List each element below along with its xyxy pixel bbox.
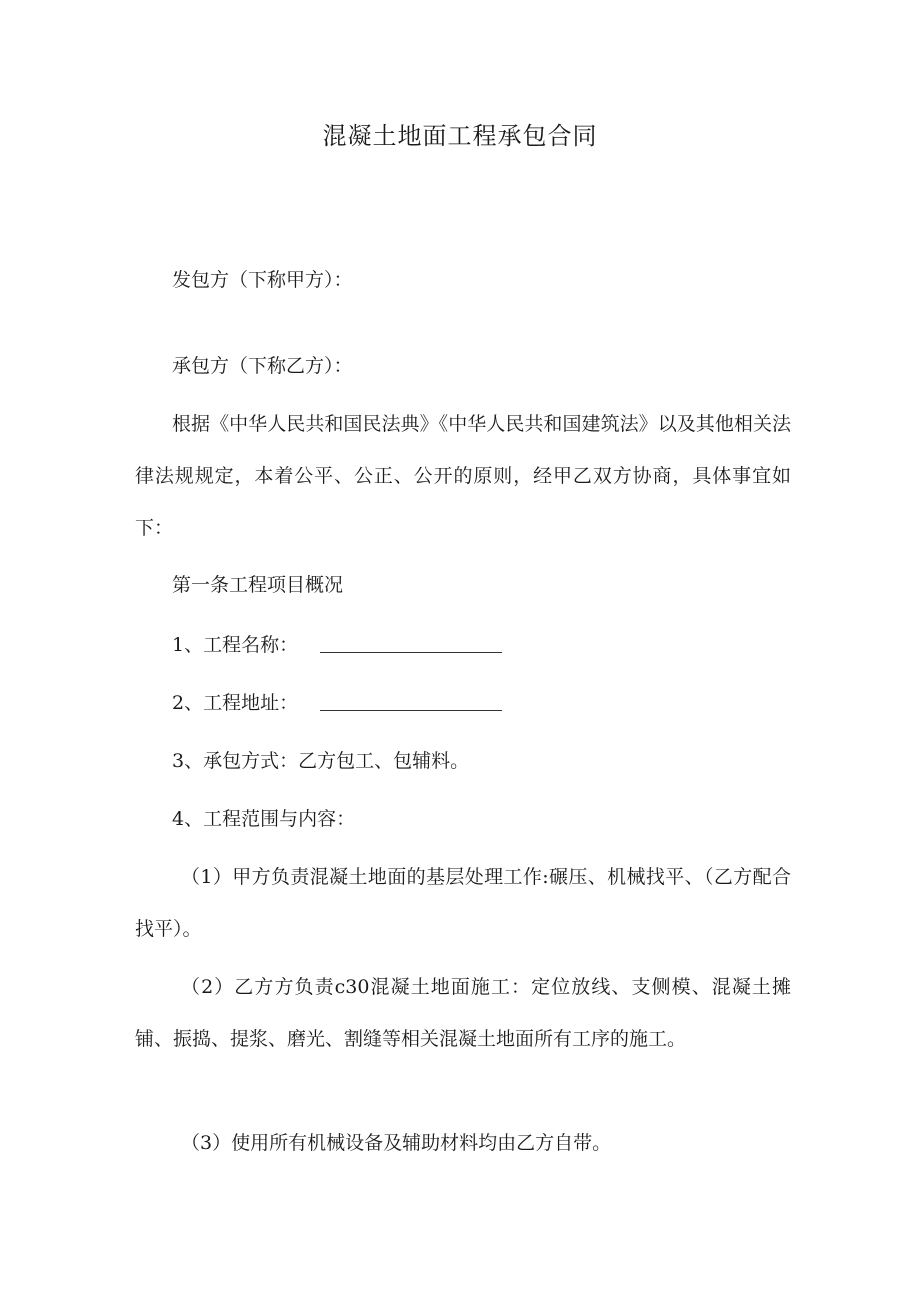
- project-address-row: [172, 689, 502, 717]
- project-name-row: [172, 631, 502, 659]
- project-address-label: 2、工程地址：: [172, 692, 299, 714]
- scope-item-2: （2）乙方方负责c30混凝土地面施工：定位放线、支侧模、混凝土摊铺、振捣、提浆、磨光、割缝等相关混凝土地面所有工序的施工。: [135, 976, 791, 1050]
- party-a-label: 发包方（下称甲方）：: [172, 269, 353, 291]
- preamble-paragraph: 根据《中华人民共和国民法典》《中华人民共和国建筑法》以及其他相关法律法规规定，本着公平、公正、公开的原则，经甲乙双方协商，具体事宜如下：: [135, 413, 791, 539]
- contract-mode-item: 3、承包方式：乙方包工、包辅料。: [172, 750, 470, 772]
- scope-item-1: （1）甲方负责混凝土地面的基层处理工作:碾压、机械找平、（乙方配合找平）。: [135, 866, 791, 940]
- scope-heading-item: 4、工程范围与内容：: [172, 808, 356, 830]
- document-title: 混凝土地面工程承包合同: [322, 122, 598, 150]
- project-address-blank: [320, 692, 502, 711]
- scope-item-3: （3）使用所有机械设备及辅助材料均由乙方自带。: [181, 1132, 612, 1154]
- article-1-heading: 第一条工程项目概况: [172, 574, 344, 596]
- party-b-label: 承包方（下称乙方）：: [172, 355, 353, 377]
- project-name-label: 1、工程名称：: [172, 634, 299, 656]
- project-name-blank: [320, 634, 502, 653]
